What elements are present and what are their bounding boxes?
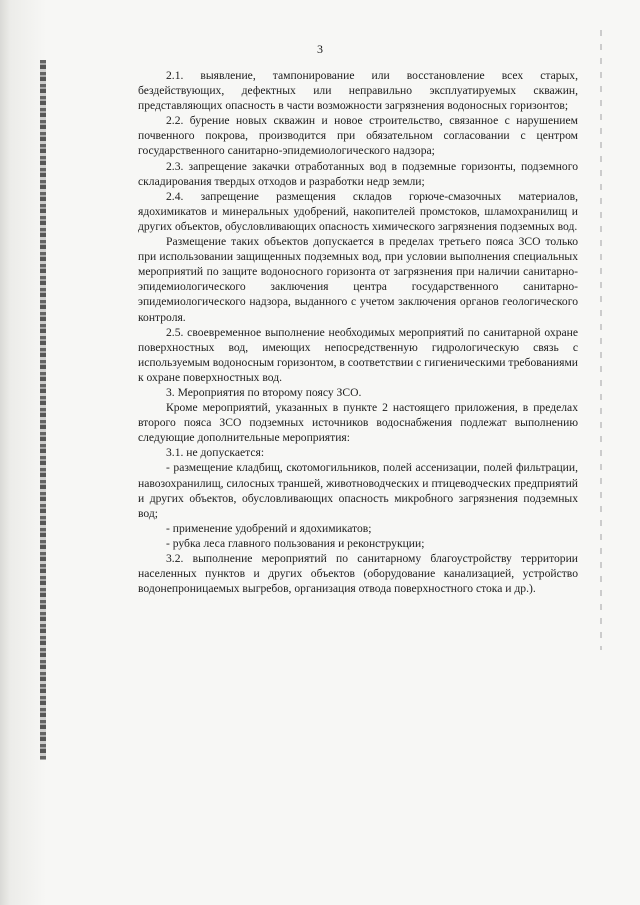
page-number: 3 <box>317 42 323 56</box>
paragraph-2-3: 2.3. запрещение закачки отработанных вод в подземные горизонты, подземного складирования твердых отходов и разработки недр земли; <box>138 159 578 188</box>
scan-fold-line <box>600 30 602 650</box>
paragraph-2-1: 2.1. выявление, тампонирование или восстановление всех старых, бездействующих, дефектных или неправильно эксплуатируемых скважин, представляющих опасность в части возможности загрязнения водоносных горизонтов; <box>138 69 578 113</box>
paragraph-placement: Размещение таких объектов допускается в пределах третьего пояса ЗСО только при использовании защищенных подземных вод, при условии выполнения специальных мероприятий по защите водоносного горизонта от загрязнения при наличии санитарно-эпидемиологического заключения центра государственного санитарно-эпидемиологического надзора, выданного с учетом заключения органов геологического контроля. <box>138 235 578 324</box>
paragraph-additional-measures: Кроме мероприятий, указанных в пункте 2 настоящего приложения, в пределах второго пояса ЗСО подземных источников водоснабжения подлежат выполнению следующие дополнительные мероприятия: <box>138 401 578 445</box>
section-heading-3: 3. Мероприятия по второму поясу ЗСО. <box>166 385 362 399</box>
document-body <box>138 68 578 596</box>
list-item-fertilizers: - применение удобрений и ядохимикатов; <box>166 521 372 535</box>
paragraph-3-2: 3.2. выполнение мероприятий по санитарному благоустройству территории населенных пунктов и других объектов (оборудование канализацией, устройство водонепроницаемых выгребов, организация отвода поверхностного стока и др.). <box>138 552 578 596</box>
list-item-cemeteries: - размещение кладбищ, скотомогильников, полей ассенизации, полей фильтрации, навозохранилищ, силосных траншей, животноводческих и птицеводческих предприятий и других объектов, обусловливающих опасность микробного загрязнения подземных вод; <box>138 461 578 520</box>
list-item-logging: - рубка леса главного пользования и реконструкции; <box>166 536 425 550</box>
scan-noise-strip <box>40 60 46 760</box>
paragraph-3-1: 3.1. не допускается: <box>166 446 265 460</box>
paragraph-2-5: 2.5. своевременное выполнение необходимых мероприятий по санитарной охране поверхностных вод, имеющих непосредственную гидрологическую связь с используемым водоносным горизонтом, в соответствии с гигиеническими требованиями к охране поверхностных вод. <box>138 325 578 384</box>
paragraph-2-2: 2.2. бурение новых скважин и новое строительство, связанное с нарушением почвенного покрова, производится при обязательном согласовании с центром государственного санитарно-эпидемиологического надзора; <box>138 114 578 158</box>
paragraph-2-4: 2.4. запрещение размещения складов горюче-смазочных материалов, ядохимикатов и минеральных удобрений, накопителей промстоков, шламохранилищ и других объектов, обусловливающих опасность химического загрязнения подземных вод. <box>138 189 578 233</box>
